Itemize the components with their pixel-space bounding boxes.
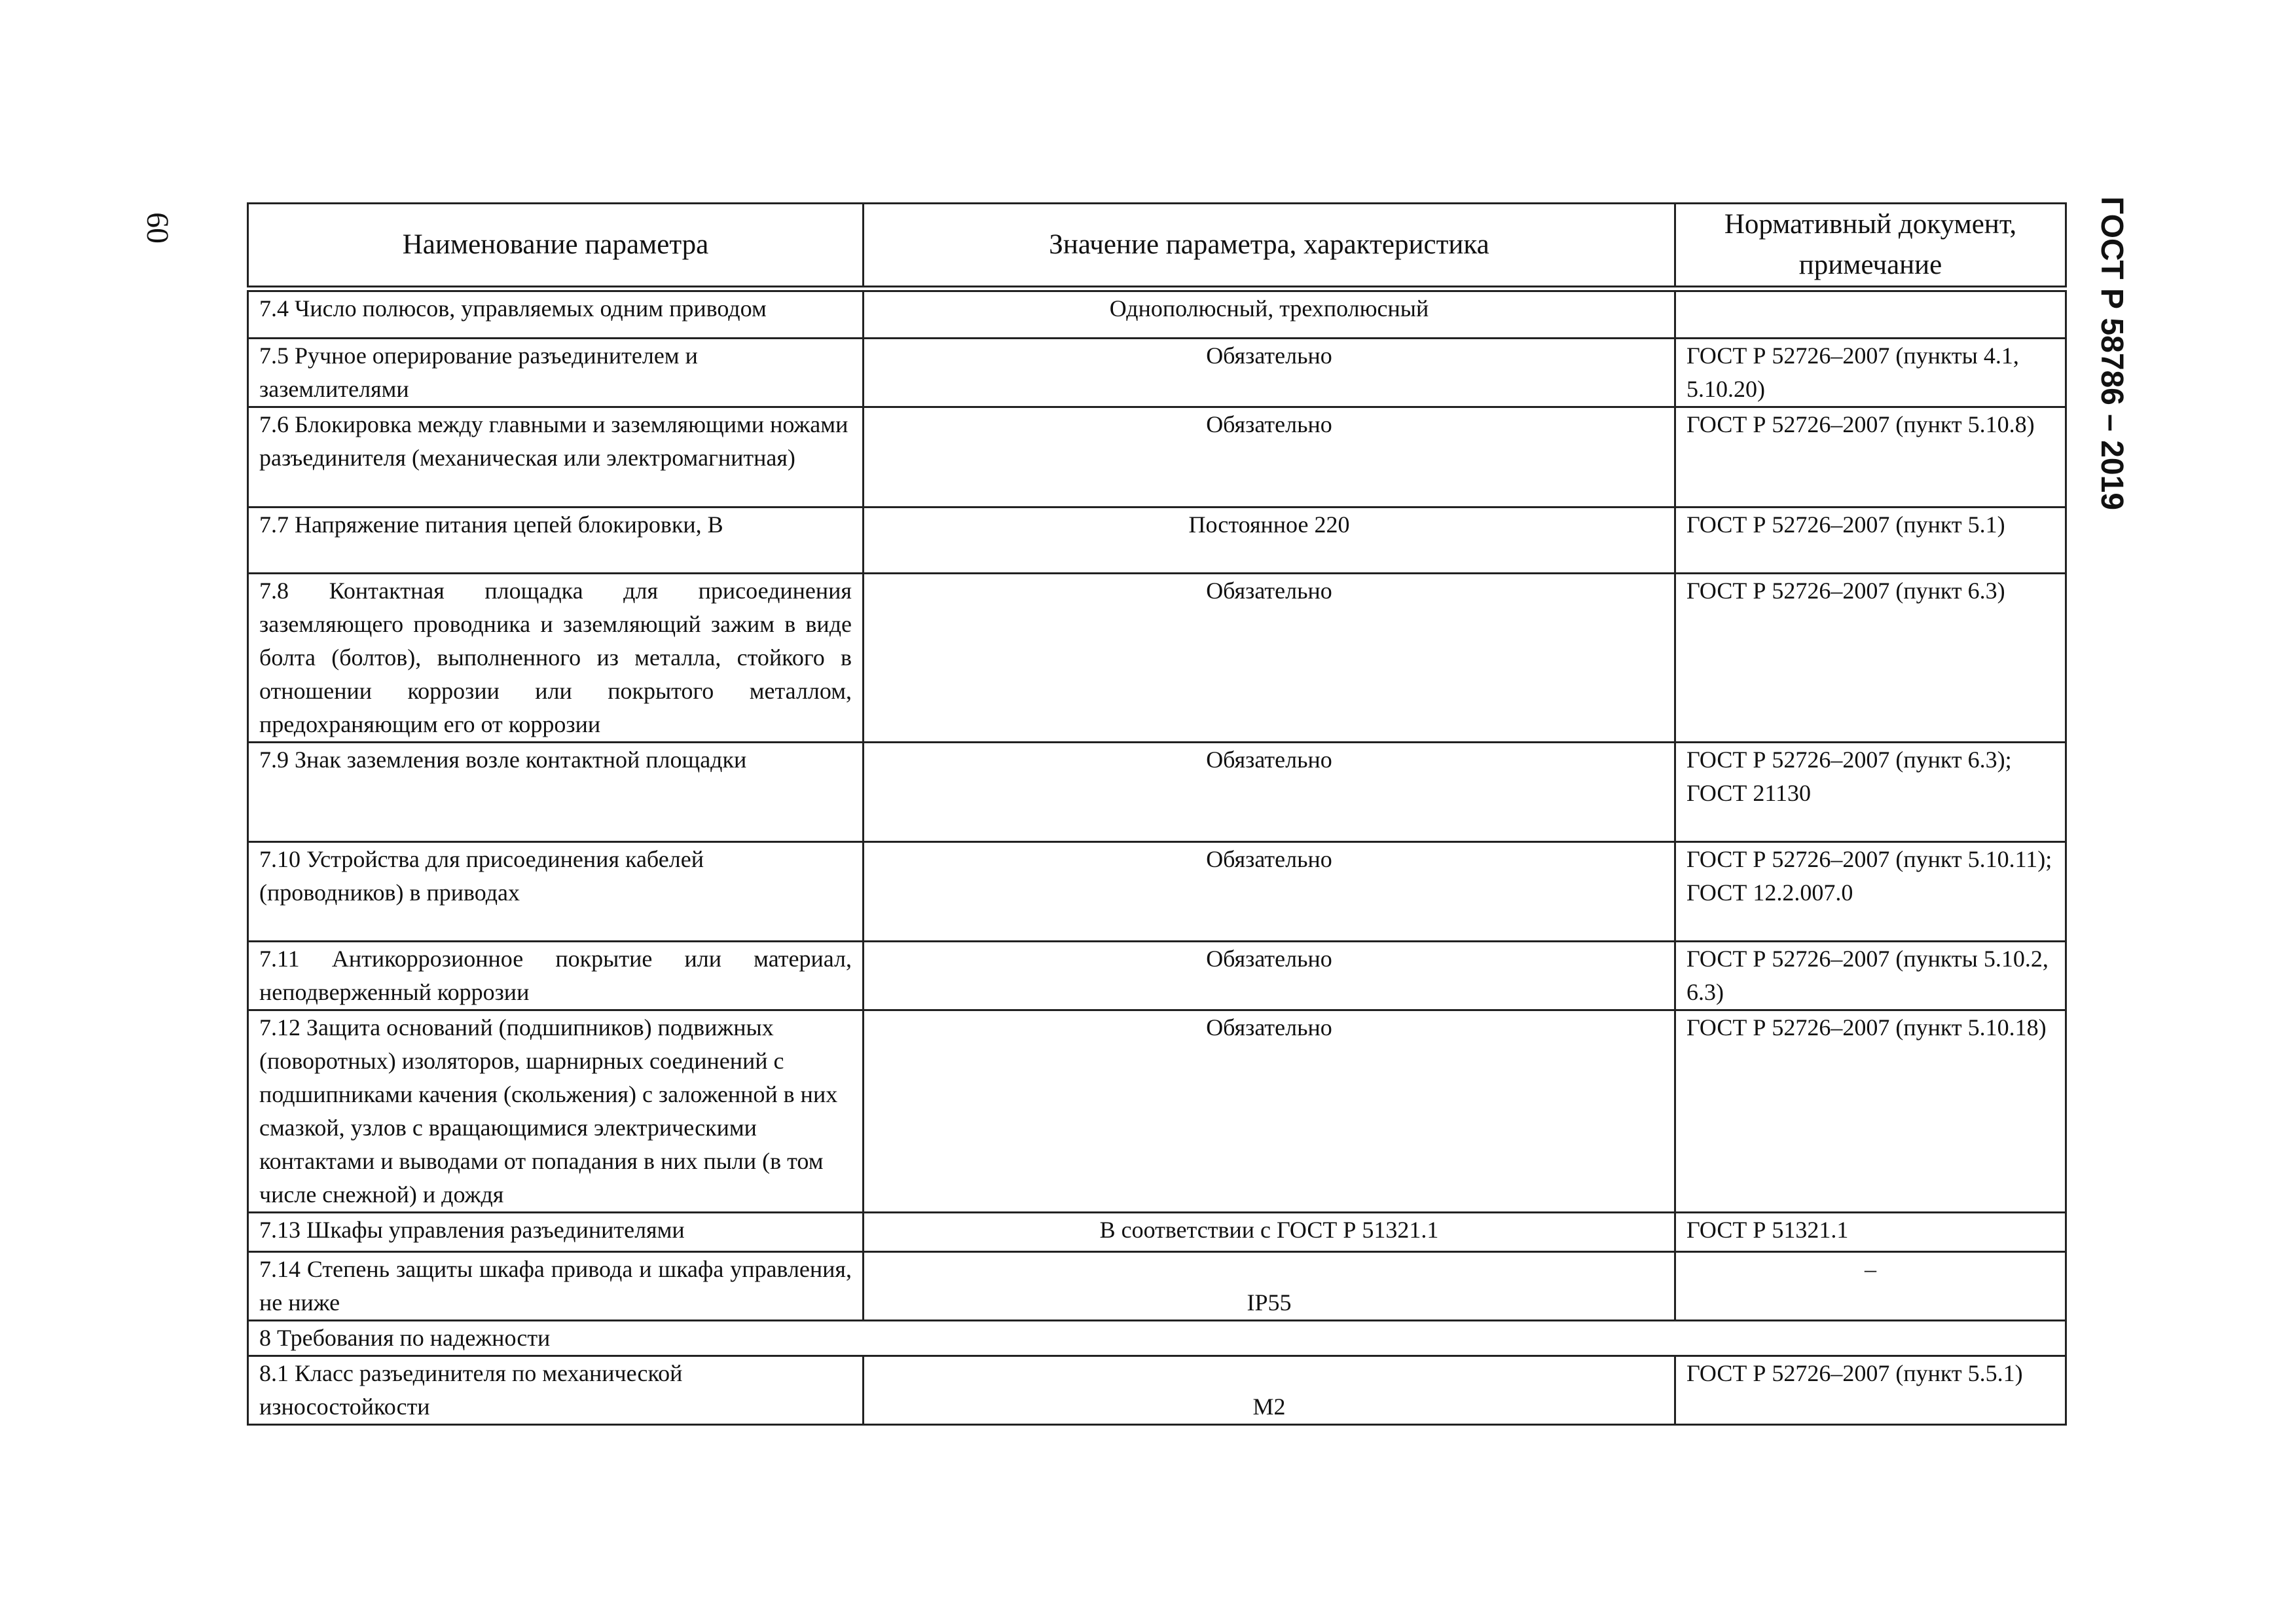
cell-doc: ГОСТ Р 51321.1 bbox=[1675, 1212, 2066, 1251]
table-row bbox=[248, 289, 2066, 338]
cell-value: Однополюсный, трехполюсный bbox=[864, 289, 1675, 338]
cell-doc bbox=[1675, 289, 2066, 338]
table-row bbox=[248, 1251, 2066, 1320]
cell-value: Обязательно bbox=[864, 1010, 1675, 1212]
cell-value: IP55 bbox=[864, 1251, 1675, 1320]
header-name: Наименование параметра bbox=[248, 204, 864, 289]
cell-doc: ГОСТ Р 52726–2007 (пункт 5.10.8) bbox=[1675, 407, 2066, 507]
cell-doc: ГОСТ Р 52726–2007 (пункты 5.10.2, 6.3) bbox=[1675, 941, 2066, 1010]
section-row bbox=[248, 1320, 2066, 1356]
cell-value: М2 bbox=[864, 1356, 1675, 1424]
cell-name: 7.11 Антикоррозионное покрытие или материал, неподверженный коррозии bbox=[248, 941, 864, 1010]
table-row bbox=[248, 407, 2066, 507]
table-row bbox=[248, 1356, 2066, 1424]
table-row bbox=[248, 573, 2066, 742]
section-heading: 8 Требования по надежности bbox=[248, 1320, 2066, 1356]
cell-value: Обязательно bbox=[864, 742, 1675, 841]
cell-name: 7.10 Устройства для присоединения кабелей (проводников) в приводах bbox=[248, 841, 864, 941]
cell-doc: ГОСТ Р 52726–2007 (пункт 5.10.11); ГОСТ 12.2.007.0 bbox=[1675, 841, 2066, 941]
cell-value: Постоянное 220 bbox=[864, 507, 1675, 573]
cell-doc: ГОСТ Р 52726–2007 (пункты 4.1, 5.10.20) bbox=[1675, 338, 2066, 407]
cell-name: 7.4 Число полюсов, управляемых одним приводом bbox=[248, 289, 864, 338]
table-row bbox=[248, 742, 2066, 841]
cell-value: В соответствии с ГОСТ Р 51321.1 bbox=[864, 1212, 1675, 1251]
cell-doc: ГОСТ Р 52726–2007 (пункт 5.5.1) bbox=[1675, 1356, 2066, 1424]
cell-name: 7.8 Контактная площадка для присоединения заземляющего проводника и заземляющий зажим в виде болта (болтов), выполненного из металла, стойкого в отношении коррозии или покрытого металлом, предохраняющим его от коррозии bbox=[248, 573, 864, 742]
document-code: ГОСТ Р 58786 – 2019 bbox=[2094, 196, 2129, 511]
table-row bbox=[248, 841, 2066, 941]
header-doc: Нормативный документ, примечание bbox=[1675, 204, 2066, 289]
page-number: 60 bbox=[140, 212, 175, 244]
cell-value: Обязательно bbox=[864, 841, 1675, 941]
table-row bbox=[248, 1010, 2066, 1212]
cell-doc: ГОСТ Р 52726–2007 (пункт 6.3); ГОСТ 21130 bbox=[1675, 742, 2066, 841]
cell-value: Обязательно bbox=[864, 407, 1675, 507]
cell-name: 7.14 Степень защиты шкафа привода и шкафа управления, не ниже bbox=[248, 1251, 864, 1320]
header-value: Значение параметра, характеристика bbox=[864, 204, 1675, 289]
cell-name: 7.5 Ручное оперирование разъединителем и заземлителями bbox=[248, 338, 864, 407]
cell-name: 7.6 Блокировка между главными и заземляющими ножами разъединителя (механическая или электромагнитная) bbox=[248, 407, 864, 507]
cell-value: Обязательно bbox=[864, 941, 1675, 1010]
cell-name: 8.1 Класс разъединителя по механической износостойкости bbox=[248, 1356, 864, 1424]
cell-doc: ГОСТ Р 52726–2007 (пункт 5.1) bbox=[1675, 507, 2066, 573]
parameters-table bbox=[247, 202, 2067, 1426]
cell-value: Обязательно bbox=[864, 338, 1675, 407]
cell-doc: – bbox=[1675, 1251, 2066, 1320]
table-row bbox=[248, 1212, 2066, 1251]
cell-doc: ГОСТ Р 52726–2007 (пункт 6.3) bbox=[1675, 573, 2066, 742]
table-row bbox=[248, 507, 2066, 573]
table-header-row bbox=[248, 204, 2066, 289]
cell-name: 7.13 Шкафы управления разъединителями bbox=[248, 1212, 864, 1251]
cell-name: 7.12 Защита оснований (подшипников) подвижных (поворотных) изоляторов, шарнирных соединений с подшипниками качения (скольжения) с заложенной в них смазкой, узлов с вращающимися электрическими контактами и выводами от попадания в них пыли (в том числе снежной) и дождя bbox=[248, 1010, 864, 1212]
cell-name: 7.7 Напряжение питания цепей блокировки, В bbox=[248, 507, 864, 573]
cell-doc: ГОСТ Р 52726–2007 (пункт 5.10.18) bbox=[1675, 1010, 2066, 1212]
table-row bbox=[248, 941, 2066, 1010]
table-row bbox=[248, 338, 2066, 407]
cell-value: Обязательно bbox=[864, 573, 1675, 742]
cell-name: 7.9 Знак заземления возле контактной площадки bbox=[248, 742, 864, 841]
